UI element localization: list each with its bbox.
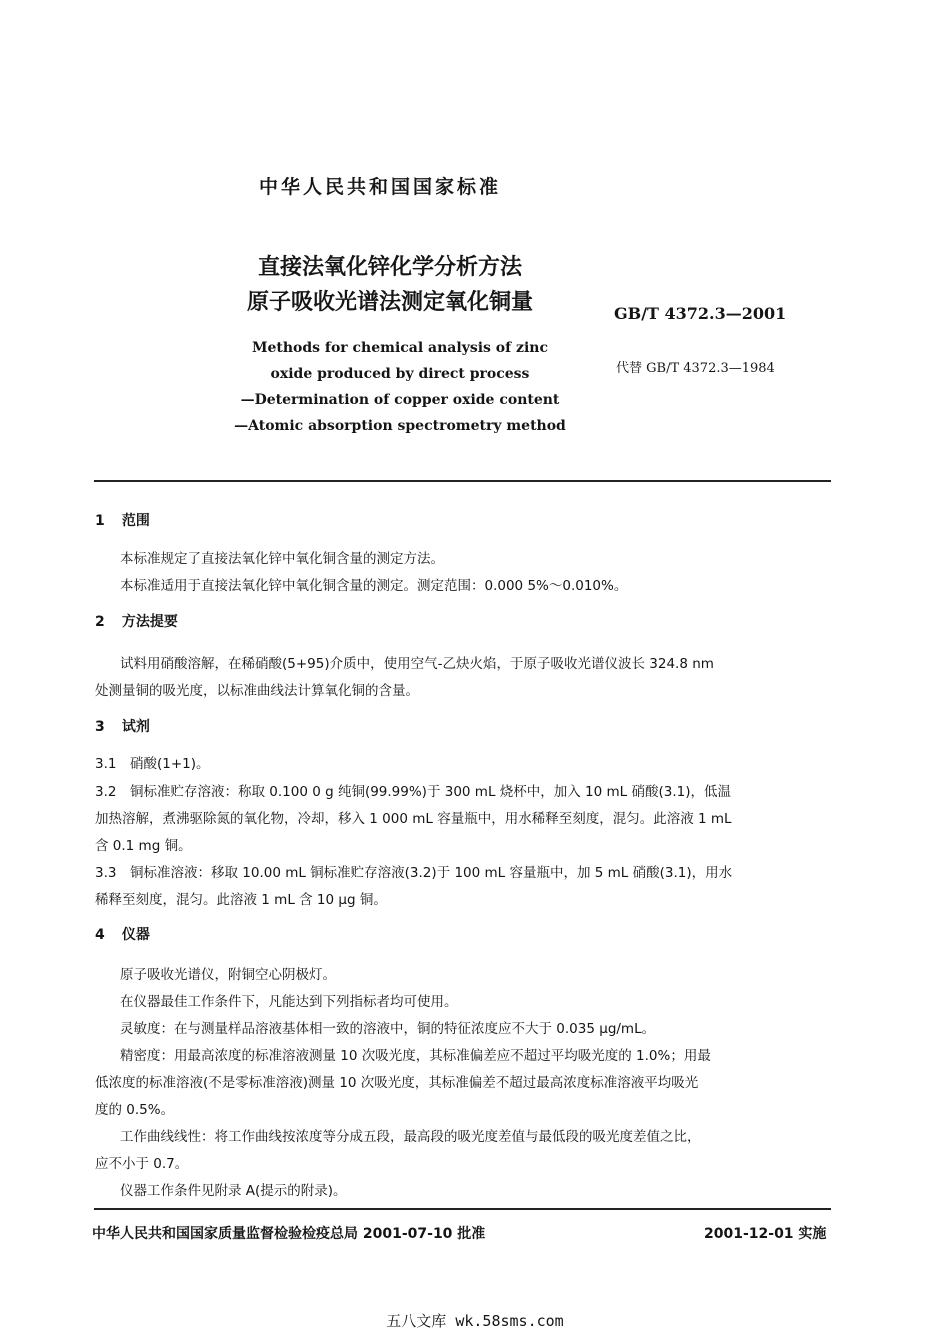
instrument-paragraph-2: 在仪器最佳工作条件下，凡能达到下列指标者均可使用。 [120, 994, 458, 1010]
replaces-standard: 代替 GB/T 4372.3—1984 [616, 361, 775, 376]
section-2-number: 2 [95, 614, 105, 630]
document-title-line-2: 原子吸收光谱法测定氧化铜量 [246, 290, 533, 315]
section-4-title: 仪器 [121, 927, 150, 943]
section-3-title: 试剂 [121, 719, 150, 735]
bottom-divider [94, 1208, 831, 1210]
section-2-heading [95, 611, 178, 631]
instrument-linearity-line-2: 应不小于 0.7。 [95, 1156, 189, 1172]
section-1-number: 1 [95, 513, 105, 529]
site-watermark: 五八文库 wk.58sms.com [386, 1312, 564, 1330]
section-4-number: 4 [95, 927, 105, 943]
reagent-3-3-line-1: 3.3 铜标准溶液：移取 10.00 mL 铜标准贮存溶液(3.2)于 100 mL 容量瓶中，加 5 mL 硝酸(3.1)，用水 [95, 865, 733, 881]
instrument-precision-line-2: 低浓度的标准溶液(不是零标准溶液)测量 10 次吸光度，其标准偏差不超过最高浓度标准溶液平均吸光 [95, 1075, 699, 1091]
reagent-3-3-line-2: 稀释至刻度，混匀。此溶液 1 mL 含 10 μg 铜。 [95, 892, 387, 908]
section-2-line-2: 处测量铜的吸光度，以标准曲线法计算氧化铜的含量。 [95, 683, 419, 699]
section-1-heading [95, 510, 150, 530]
section-3-heading [95, 716, 150, 736]
english-title-line-4: —Atomic absorption spectrometry method [234, 418, 566, 434]
english-title-line-3: —Determination of copper oxide content [240, 392, 560, 408]
section-3-number: 3 [95, 719, 105, 735]
instrument-precision-line-3: 度的 0.5%。 [95, 1102, 175, 1118]
reagent-3-2-line-2: 加热溶解，煮沸驱除氮的氧化物，冷却，移入 1 000 mL 容量瓶中，用水稀释至刻度，混匀。此溶液 1 mL [95, 811, 732, 827]
implementation-date: 2001-12-01 实施 [704, 1226, 827, 1242]
instrument-sensitivity: 灵敏度：在与测量样品溶液基体相一致的溶液中，铜的特征浓度应不大于 0.035 μg/mL。 [120, 1021, 656, 1037]
instrument-paragraph-1: 原子吸收光谱仪，附铜空心阴极灯。 [120, 967, 336, 983]
reagent-3-2-line-1: 3.2 铜标准贮存溶液：称取 0.100 0 g 纯铜(99.99%)于 300 mL 烧杯中，加入 10 mL 硝酸(3.1)，低温 [95, 784, 731, 800]
national-standard-header: 中华人民共和国国家标准 [258, 176, 501, 198]
approval-statement: 中华人民共和国国家质量监督检验检疫总局 2001-07-10 批准 [92, 1226, 486, 1242]
english-title-line-1: Methods for chemical analysis of zinc [251, 340, 548, 356]
reagent-3-1: 3.1 硝酸(1+1)。 [95, 756, 210, 772]
section-1-title: 范围 [121, 513, 150, 529]
instrument-conditions-note: 仪器工作条件见附录 A(提示的附录)。 [120, 1183, 347, 1199]
document-title-line-1: 直接法氧化锌化学分析方法 [257, 255, 522, 280]
english-title-line-2: oxide produced by direct process [270, 366, 530, 382]
instrument-linearity-line-1: 工作曲线线性：将工作曲线按浓度等分成五段，最高段的吸光度差值与最低段的吸光度差值之比， [120, 1129, 701, 1145]
section-1-paragraph-2: 本标准适用于直接法氧化锌中氧化铜含量的测定。测定范围：0.000 5%～0.010%。 [120, 578, 628, 594]
instrument-precision-line-1: 精密度：用最高浓度的标准溶液测量 10 次吸光度，其标准偏差应不超过平均吸光度的 1.0%；用最 [120, 1048, 711, 1064]
standard-code: GB/T 4372.3—2001 [614, 304, 787, 323]
section-4-heading [95, 924, 150, 944]
section-1-paragraph-1: 本标准规定了直接法氧化锌中氧化铜含量的测定方法。 [120, 551, 444, 567]
section-2-title: 方法提要 [121, 614, 178, 630]
reagent-3-2-line-3: 含 0.1 mg 铜。 [95, 838, 192, 854]
top-divider [94, 480, 831, 482]
section-2-line-1: 试料用硝酸溶解，在稀硝酸(5+95)介质中，使用空气-乙炔火焰，于原子吸收光谱仪波长 324.8 nm [120, 656, 714, 672]
